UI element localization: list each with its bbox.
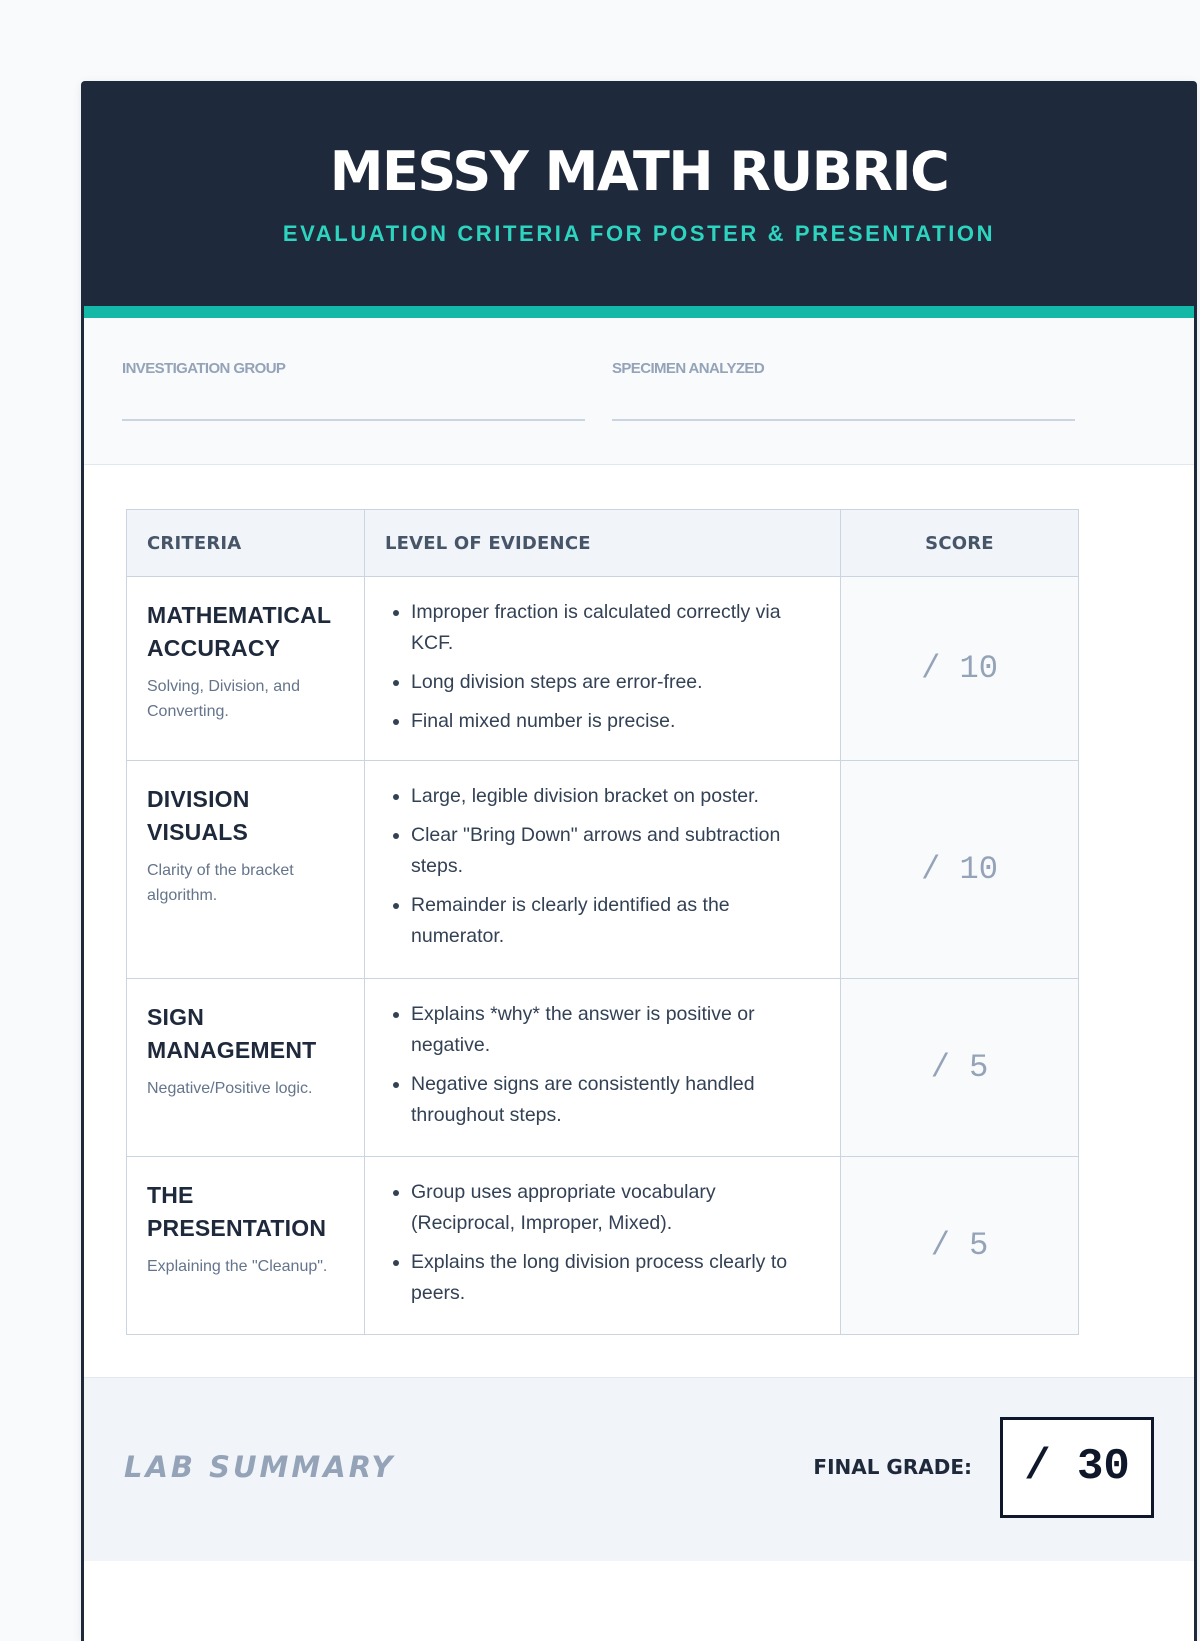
table-row [127, 577, 1079, 761]
evidence-list [385, 1177, 824, 1309]
evidence-item: • Large, legible division bracket on poster. [411, 781, 824, 812]
evidence-list [385, 781, 824, 952]
criteria-column-header: CRITERIA [127, 510, 365, 577]
table-row [127, 979, 1079, 1157]
score-cell[interactable]: / 5 [841, 979, 1079, 1157]
final-grade-box[interactable]: / 30 [1000, 1417, 1154, 1518]
lab-summary-section [84, 1377, 1194, 1561]
table-row [127, 1157, 1079, 1335]
criteria-description: Clarity of the bracket algorithm. [147, 862, 294, 904]
table-header-row [127, 510, 1079, 577]
score-column-header: SCORE [841, 510, 1079, 577]
criteria-cell [127, 1157, 365, 1335]
info-fields [84, 318, 1194, 465]
evidence-list [385, 999, 824, 1131]
rubric-table [126, 509, 1079, 1335]
lab-summary-title: LAB SUMMARY [124, 1450, 396, 1484]
criteria-name: MATHEMATICAL ACCURACY [147, 602, 331, 661]
evidence-cell [365, 761, 841, 979]
evidence-cell [365, 1157, 841, 1335]
page-subtitle: EVALUATION CRITERIA FOR POSTER & PRESENTATION [282, 221, 996, 246]
criteria-cell [127, 761, 365, 979]
final-grade-label: FINAL GRADE: [813, 1455, 972, 1479]
evidence-item: • Remainder is clearly identified as the numerator. [411, 890, 824, 952]
evidence-cell [365, 979, 841, 1157]
evidence-item: • Improper fraction is calculated correctly via KCF. [411, 597, 824, 659]
evidence-item: • Group uses appropriate vocabulary (Reciprocal, Improper, Mixed). [411, 1177, 824, 1239]
rubric-table-wrapper [126, 509, 1078, 1335]
evidence-item: • Explains the long division process clearly to peers. [411, 1247, 824, 1309]
evidence-column-header: LEVEL OF EVIDENCE [365, 510, 841, 577]
evidence-item: • Negative signs are consistently handled throughout steps. [411, 1069, 824, 1131]
evidence-item: • Explains *why* the answer is positive or negative. [411, 999, 824, 1061]
specimen-analyzed-label: SPECIMEN ANALYZED [612, 360, 765, 377]
evidence-item: • Final mixed number is precise. [411, 706, 824, 737]
score-cell[interactable]: / 10 [841, 577, 1079, 761]
investigation-group-field[interactable] [122, 360, 585, 421]
score-cell[interactable]: / 10 [841, 761, 1079, 979]
rubric-card [81, 81, 1197, 1641]
criteria-description: Solving, Division, and Converting. [147, 678, 300, 720]
criteria-description: Negative/Positive logic. [147, 1080, 313, 1097]
rubric-header [84, 84, 1194, 318]
criteria-name: THE PRESENTATION [147, 1182, 327, 1241]
table-row [127, 761, 1079, 979]
score-cell[interactable]: / 5 [841, 1157, 1079, 1335]
evidence-item: • Long division steps are error-free. [411, 667, 824, 698]
criteria-cell [127, 979, 365, 1157]
specimen-analyzed-field[interactable] [612, 360, 1075, 421]
criteria-description: Explaining the "Cleanup". [147, 1258, 328, 1275]
evidence-item: • Clear "Bring Down" arrows and subtraction steps. [411, 820, 824, 882]
evidence-list [385, 597, 824, 737]
page-title: MESSY MATH RUBRIC [329, 140, 949, 203]
criteria-name: SIGN MANAGEMENT [147, 1004, 317, 1063]
criteria-cell [127, 577, 365, 761]
criteria-name: DIVISION VISUALS [147, 786, 250, 845]
investigation-group-label: INVESTIGATION GROUP [122, 360, 286, 377]
evidence-cell [365, 577, 841, 761]
